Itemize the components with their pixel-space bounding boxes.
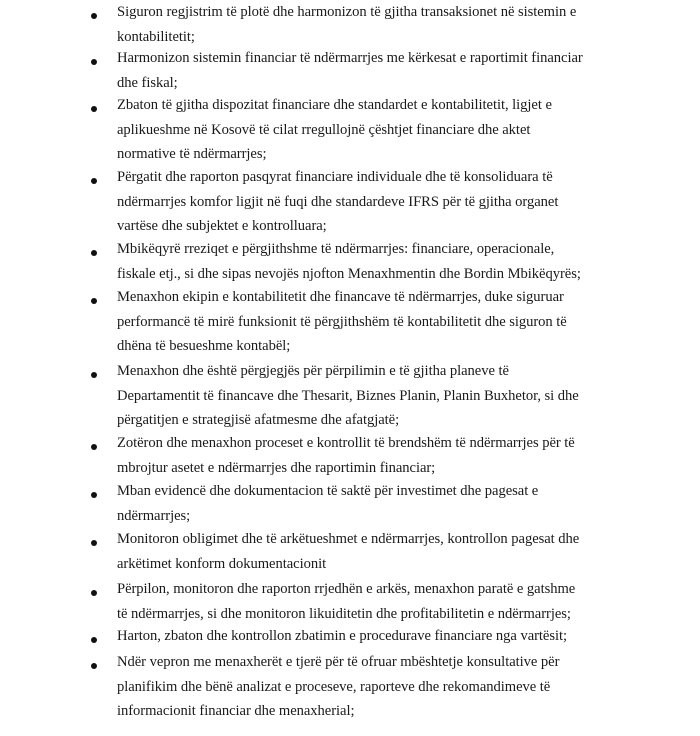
list-item-text: Zbaton të gjitha dispozitat financiare dhe standardet e kontabilitetit, ligjet e aplikueshme në Kosovë të cilat rregullojnë çështjet financiare dhe aktet normative të ndërmarrjes; xyxy=(117,97,552,162)
list-item-text: Mban evidencë dhe dokumentacion të saktë për investimet dhe pagesat e ndërmarrjes; xyxy=(117,483,539,524)
bullet-icon xyxy=(91,106,97,112)
bullet-icon xyxy=(91,298,97,304)
list-item-text: Menaxhon ekipin e kontabilitetit dhe financave të ndërmarrjes, duke siguruar performancë të mirë funksionit të përgjithshëm të kontabilitetit dhe siguron të dhëna të besueshme kontabël; xyxy=(117,289,567,354)
bullet-icon xyxy=(91,590,97,596)
bullet-icon xyxy=(91,444,97,450)
bullet-icon xyxy=(91,372,97,378)
bullet-icon xyxy=(91,59,97,65)
bullet-icon xyxy=(91,13,97,19)
list-item-text: Ndër vepron me menaxherët e tjerë për të ofruar mbështetje konsultative për planifikim dhe bënë analizat e proceseve, raporteve dhe rekomandimeve të informacionit financiar dhe menaxherial; xyxy=(117,654,560,719)
bullet-icon xyxy=(91,178,97,184)
list-item-text: Siguron regjistrim të plotë dhe harmonizon të gjitha transaksionet në sistemin e kontabilitetit; xyxy=(117,4,577,45)
list-item-text: Përgatit dhe raporton pasqyrat financiare individuale dhe të konsoliduara të ndërmarrjes komfor ligjit në fuqi dhe standardeve IFRS për të gjitha organet vartëse dhe subjektet e kontrolluara; xyxy=(117,169,559,234)
list-item-text: Mbikëqyrë rreziqet e përgjithshme të ndërmarrjes: financiare, operacionale, fiskale etj., si dhe sipas nevojës njofton Menaxhmentin dhe Bordin Mbikëqyrës; xyxy=(117,241,581,282)
list-item-text: Harmonizon sistemin financiar të ndërmarrjes me kërkesat e raportimit financiar dhe fiskal; xyxy=(117,50,583,91)
list-item-text: Zotëron dhe menaxhon proceset e kontrollit të brendshëm të ndërmarrjes për të mbrojtur asetet e ndërmarrjes dhe raportimin financiar; xyxy=(117,435,575,476)
bullet-icon xyxy=(91,637,97,643)
bullet-icon xyxy=(91,663,97,669)
bullet-icon xyxy=(91,250,97,256)
list-item-text: Harton, zbaton dhe kontrollon zbatimin e procedurave financiare nga vartësit; xyxy=(117,628,568,644)
list-item-text: Menaxhon dhe është përgjegjës për përpilimin e të gjitha planeve të Departamentit të financave dhe Thesarit, Biznes Planin, Planin Buxhetor, si dhe përgatitjen e strategjisë afatmesme dhe afatgjatë; xyxy=(117,363,579,428)
list-item-text: Monitoron obligimet dhe të arkëtueshmet e ndërmarrjes, kontrollon pagesat dhe arkëtimet konform dokumentacionit xyxy=(117,531,580,572)
list-item-text: Përpilon, monitoron dhe raporton rrjedhën e arkës, menaxhon paratë e gatshme të ndërmarrjes, si dhe monitoron likuiditetin dhe profitabilitetin e ndërmarrjes; xyxy=(117,581,576,622)
bullet-icon xyxy=(91,492,97,498)
bullet-icon xyxy=(91,540,97,546)
